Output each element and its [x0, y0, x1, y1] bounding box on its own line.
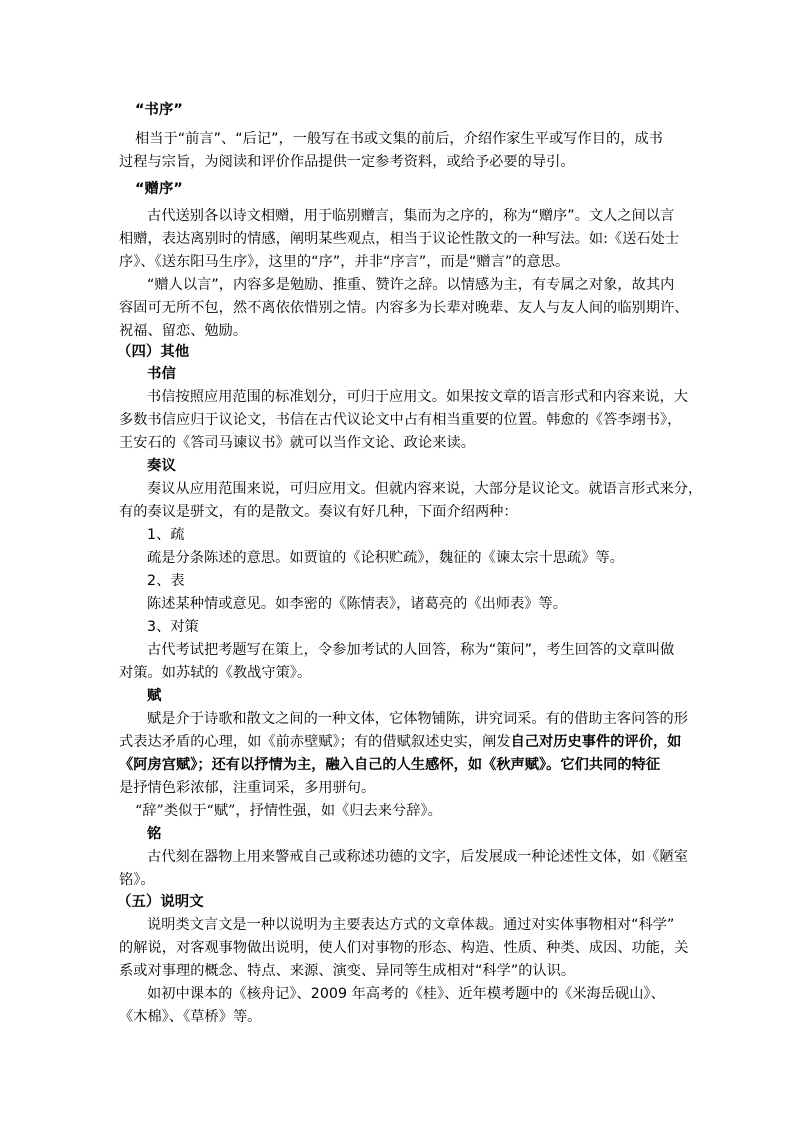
section-5-p1-line-3: 系或对事理的概念、特点、来源、演变、异同等生成相对“科学”的认识。 [119, 963, 576, 979]
zouyi-item-3-line-2: 对策。如苏轼的《教战守策》。 [119, 665, 312, 681]
shuxin-line-1: 书信按照应用范围的标准划分，可归于应用文。如果按文章的语言形式和内容来说，大 [147, 389, 689, 405]
zengxu-p2-line-1: “赠人以言”，内容多是勉励、推重、赞许之辞。以情感为主，有专属之对象，故其内 [147, 277, 675, 293]
fu-line-3: 《阿房宫赋》；还有以抒情为主，融入自己的人生感怀，如《秋声赋》。它们共同的特征 [119, 757, 661, 773]
fu-line-2 [119, 732, 681, 752]
fu-title: 赋 [147, 688, 162, 704]
zouyi-line-2: 有的奏议是骈文，有的是散文。奏议有好几种，下面介绍两种： [119, 504, 518, 520]
zouyi-line-1: 奏议从应用范围来说，可归应用文。但就内容来说，大部分是议论文。就语言形式来分， [147, 481, 703, 497]
zouyi-item-3-label: 3、对策 [147, 619, 199, 635]
section-5-heading: （五）说明文 [117, 894, 204, 910]
zengxu-p2-line-2: 容固可无所不包，然不离依依惜别之情。内容多为长辈对晚辈、友人与友人间的临别期许、 [119, 300, 689, 316]
fu-line-1: 赋是介于诗歌和散文之间的一种文体，它体物铺陈，讲究词采。有的借助主客问答的形 [147, 711, 689, 727]
ming-line-1: 古代刻在器物上用来警戒自己或称述功德的文字，后发展成一种论述性文体，如《陋室 [147, 849, 689, 865]
shuxu-line-1: 相当于“前言”、“后记”，一般写在书或文集的前后，介绍作家生平或写作目的，成书 [135, 131, 663, 147]
ming-title: 铭 [147, 826, 162, 842]
zouyi-title: 奏议 [147, 458, 176, 474]
zengxu-title: “赠序” [135, 181, 183, 197]
shuxin-line-2: 多数书信应归于议论文，书信在古代议论文中占有相当重要的位置。韩愈的《答李翊书》， [119, 412, 682, 428]
fu-line-2-bold: 自己对历史事件的评价，如 [510, 734, 682, 750]
shuxu-line-2: 过程与宗旨，为阅读和评价作品提供一定参考资料，或给予必要的导引。 [119, 154, 575, 170]
zouyi-item-1-text: 疏是分条陈述的意思。如贾谊的《论积贮疏》，魏征的《谏太宗十思疏》等。 [147, 550, 624, 566]
section-5-p1-line-1: 说明类文言文是一种以说明为主要表达方式的文章体裁。通过对实体事物相对“科学” [147, 917, 675, 933]
zouyi-item-2-label: 2、表 [147, 573, 185, 589]
section-4-heading: （四）其他 [117, 344, 190, 360]
shuxin-line-3: 王安石的《答司马谏议书》就可以当作文论、政论来读。 [119, 435, 475, 451]
section-5-p2-line-2: 《木棉》、《草桥》等。 [119, 1009, 262, 1025]
shuxin-title: 书信 [147, 366, 176, 382]
ci-line: “辞”类似于“赋”，抒情性强，如《归去来兮辞》。 [135, 803, 442, 819]
ming-line-2: 铭》。 [119, 872, 155, 888]
section-5-p1-line-2: 的解说，对客观事物做出说明，使人们对事物的形态、构造、性质、种类、成因、功能，关 [119, 940, 689, 956]
shuxu-title: “书序” [135, 102, 183, 118]
zouyi-item-2-text: 陈述某种情或意见。如李密的《陈情表》，诸葛亮的《出师表》等。 [147, 596, 568, 612]
zengxu-p1-line-2: 相赠，表达离别时的情感，阐明某些观点，相当于议论性散文的一种写法。如:《送石处士 [119, 231, 680, 247]
zengxu-p2-line-3: 祝福、留恋、勉励。 [119, 323, 248, 339]
zouyi-item-3-line-1: 古代考试把考题写在策上，令参加考试的人回答，称为“策问”，考生回答的文章叫做 [147, 642, 675, 658]
zengxu-p1-line-1: 古代送别各以诗文相赠，用于临别赠言，集而为之序的，称为“赠序”。文人之间以言 [147, 208, 675, 224]
zouyi-item-1-label: 1、疏 [147, 527, 185, 543]
section-5-p2-line-1: 如初中课本的《核舟记》、2009 年高考的《桂》、近年模考题中的《米海岳砚山》、 [147, 986, 665, 1002]
fu-line-4: 是抒情色彩浓郁，注重词采，多用骈句。 [119, 780, 376, 796]
fu-line-2-normal: 式表达矛盾的心理，如《前赤壁赋》；有的借赋叙述史实，阐发 [119, 734, 511, 750]
zengxu-p1-line-3: 序》、《送东阳马生序》，这里的“序”，并非“序言”，而是“赠言”的意思。 [119, 254, 570, 270]
